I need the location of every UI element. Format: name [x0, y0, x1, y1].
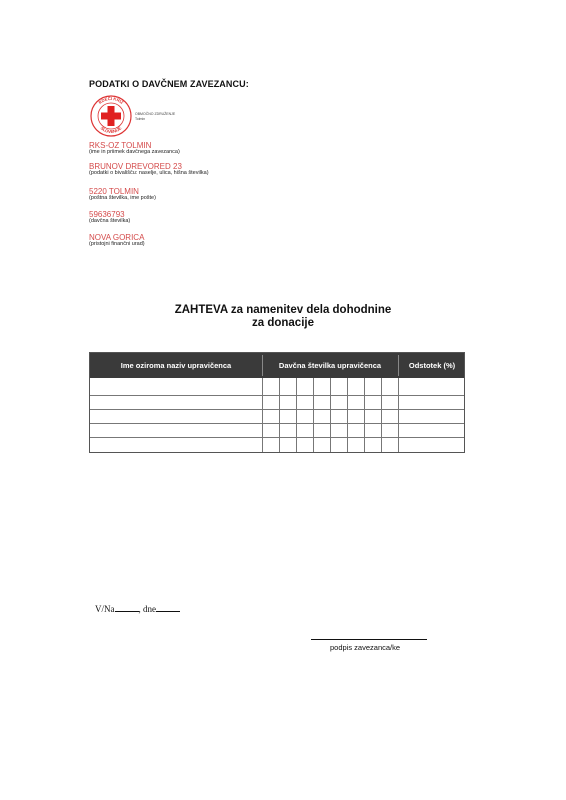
beneficiary-table — [89, 352, 465, 453]
taxpayer-name-value: RKS-OZ TOLMIN — [89, 141, 152, 150]
red-cross-logo — [89, 94, 133, 138]
header-name: Ime oziroma naziv upravičenca — [120, 361, 232, 370]
section-title: PODATKI O DAVČNEM ZAVEZANCU: — [89, 79, 249, 89]
table-row-divider — [90, 395, 464, 396]
header-divider — [262, 355, 263, 376]
table-col-divider — [296, 378, 297, 452]
taxpayer-address-value: BRUNOV DREVORED 23 — [89, 162, 182, 171]
date-prefix: , dne — [138, 604, 156, 614]
table-col-divider — [381, 378, 382, 452]
table-row-divider — [90, 423, 464, 424]
table-row-divider — [90, 409, 464, 410]
svg-text:RDEČI KRIŽ: RDEČI KRIŽ — [97, 95, 125, 106]
place-prefix: V/Na — [95, 604, 115, 614]
date-blank[interactable] — [156, 603, 180, 612]
taxpayer-taxnum-label: (davčna številka) — [89, 218, 131, 224]
table-col-divider — [262, 378, 263, 452]
place-date-line — [95, 603, 180, 614]
table-col-divider — [330, 378, 331, 452]
logo-caption-line2: Tolmin — [135, 116, 146, 121]
table-col-divider — [347, 378, 348, 452]
document-title-line2: za donacije — [252, 317, 314, 329]
taxpayer-post-value: 5220 TOLMIN — [89, 187, 139, 196]
table-col-divider — [364, 378, 365, 452]
taxpayer-post-label: (poštna številka, ime pošte) — [89, 195, 156, 201]
table-col-divider — [398, 378, 399, 452]
taxpayer-taxnum-value: 59636793 — [89, 210, 125, 219]
header-taxnum: Davčna številka upravičenca — [278, 361, 382, 370]
header-divider — [398, 355, 399, 376]
taxpayer-office-label: (pristojni finančni urad) — [89, 241, 145, 247]
taxpayer-office-value: NOVA GORICA — [89, 233, 145, 242]
signature-label: podpis zavezanca/ke — [330, 643, 401, 652]
taxpayer-address-label: (podatki o bivališču: naselje, ulica, hišna številka) — [89, 170, 209, 176]
place-blank[interactable] — [115, 603, 139, 612]
table-header — [90, 353, 464, 378]
table-col-divider — [313, 378, 314, 452]
svg-text:SLOVENIJE: SLOVENIJE — [99, 125, 123, 135]
logo-caption-line1: OBMOČNO ZDRUŽENJE — [135, 112, 176, 116]
table-row-divider — [90, 437, 464, 438]
document-title-line1: ZAHTEVA za namenitev dela dohodnine — [174, 304, 392, 316]
logo-caption — [135, 112, 175, 121]
header-percent: Odstotek (%) — [408, 361, 456, 370]
taxpayer-name-label: (ime in priimek davčnega zavezanca) — [89, 149, 180, 155]
document-title — [0, 304, 566, 330]
signature-line[interactable] — [311, 639, 427, 640]
table-col-divider — [279, 378, 280, 452]
